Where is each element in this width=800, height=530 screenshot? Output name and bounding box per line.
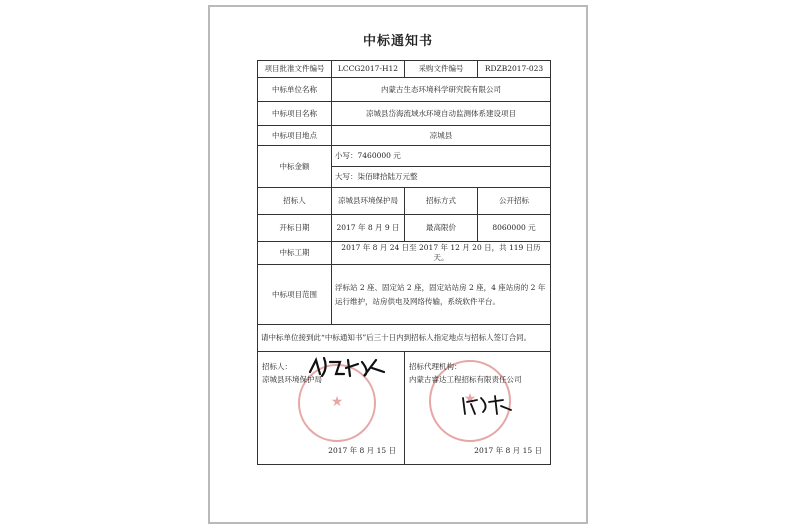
location-value: 凉城县	[332, 126, 551, 146]
table-row	[258, 352, 551, 465]
max-price-label: 最高限价	[405, 215, 478, 242]
agency-sign-label: 招标代理机构：	[409, 362, 462, 371]
table-row	[258, 102, 551, 126]
notice-document	[213, 10, 583, 519]
table-row	[258, 78, 551, 102]
project-value: 凉城县岱海流域水环境自动监测体系建设项目	[332, 102, 551, 126]
procurement-label: 采购文件编号	[405, 61, 478, 78]
tenderer-value: 凉城县环境保护局	[332, 188, 405, 215]
tenderer-label: 招标人	[258, 188, 332, 215]
table-row	[258, 188, 551, 215]
amount-small: 小写：7460000 元	[332, 146, 551, 167]
table-row	[258, 215, 551, 242]
table-row	[258, 265, 551, 325]
procurement-value: RDZB2017-023	[478, 61, 551, 78]
contract-note: 请中标单位接到此“中标通知书”后三十日内到招标人指定地点与招标人签订合同。	[258, 325, 551, 352]
agency-sign-block	[405, 352, 551, 465]
tenderer-sign-date: 2017 年 8 月 15 日	[328, 446, 396, 455]
tenderer-sign-label: 招标人：	[262, 362, 292, 371]
handwritten-signature	[306, 354, 396, 380]
duration-value: 2017 年 8 月 24 日至 2017 年 12 月 20 日，共 119 日历天。	[332, 242, 551, 265]
scope-value: 浮标站 2 座、固定站 2 座，固定站站房 2 座，4 座站房的 2 年运行维护，站房供电及网络传输，系统软件平台。	[332, 265, 551, 325]
approval-label: 项目批准文件编号	[258, 61, 332, 78]
open-date-value: 2017 年 8 月 9 日	[332, 215, 405, 242]
notice-table	[257, 60, 551, 465]
table-row	[258, 242, 551, 265]
method-label: 招标方式	[405, 188, 478, 215]
amount-large: 大写：柒佰肆拾陆万元整	[332, 167, 551, 188]
handwritten-signature	[459, 392, 519, 418]
table-row	[258, 126, 551, 146]
max-price-value: 8060000 元	[478, 215, 551, 242]
location-label: 中标项目地点	[258, 126, 332, 146]
duration-label: 中标工期	[258, 242, 332, 265]
project-label: 中标项目名称	[258, 102, 332, 126]
winner-label: 中标单位名称	[258, 78, 332, 102]
method-value: 公开招标	[478, 188, 551, 215]
amount-label: 中标金额	[258, 146, 332, 188]
agency-sign-date: 2017 年 8 月 15 日	[474, 446, 542, 455]
table-row	[258, 61, 551, 78]
document-title: 中标通知书	[362, 34, 433, 49]
tenderer-sign-block	[258, 352, 405, 465]
tenderer-sign-org: 凉城县环境保护局	[262, 375, 322, 384]
approval-value: LCCG2017-H12	[332, 61, 405, 78]
open-date-label: 开标日期	[258, 215, 332, 242]
scope-label: 中标项目范围	[258, 265, 332, 325]
table-row	[258, 146, 551, 167]
table-row	[258, 325, 551, 352]
winner-value: 内蒙古生态环境科学研究院有限公司	[332, 78, 551, 102]
agency-sign-org: 内蒙古睿达工程招标有限责任公司	[409, 375, 522, 384]
